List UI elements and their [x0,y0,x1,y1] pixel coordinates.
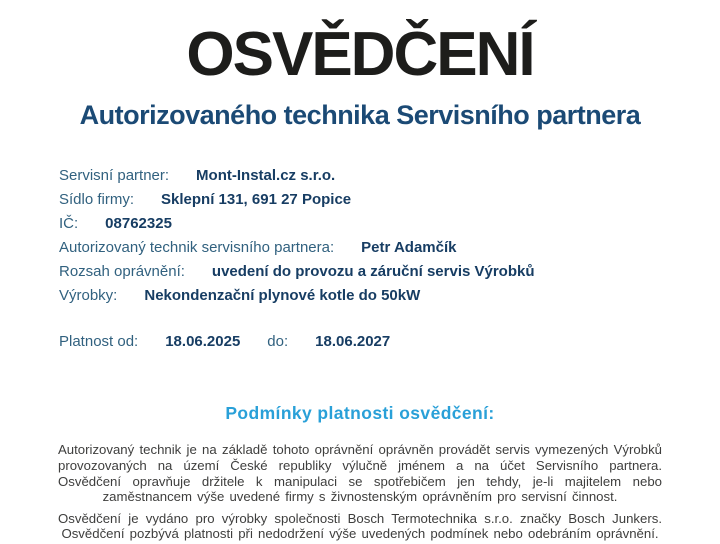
field-row-rozsah-opravneni [59,260,720,284]
conditions-heading: Podmínky platnosti osvědčení: [225,403,495,424]
field-row-vyrobky [59,284,720,308]
validity-row [0,330,720,354]
field-label: IČ: [59,215,79,233]
certificate-subtitle: Autorizovaného technika Servisního partnera [79,100,641,131]
certificate-fields [0,164,720,308]
field-row-ic [59,212,720,236]
field-row-autorizovany-technik [59,236,720,260]
field-label: Rozsah oprávnění: [59,263,185,281]
field-value: uvedení do provozu a záruční servis Výrobků [211,263,535,281]
conditions-paragraph-1: Autorizovaný technik je na základě tohoto oprávnění oprávněn provádět servis vymezených Výrobků provozovaných na území České republiky výlučně jménem a na účet Servisního partnera. Osvědčení opravňuje držitele k manipulaci se spotřebičem jen tehdy, je-li majitelem nebo zaměstnancem výše uvedené firmy s živnostenským oprávněním pro servisní činnost. [58,442,662,505]
validity-from-label: Platnost od: [59,333,139,351]
field-value: Petr Adamčík [361,239,457,257]
field-row-servisni-partner [59,164,720,188]
field-label: Servisní partner: [59,167,170,185]
certificate-title: OSVĚDČENÍ [186,20,534,89]
field-label: Autorizovaný technik servisního partnera: [59,239,335,257]
validity-to-label: do: [267,333,289,351]
field-value: Sklepní 131, 691 27 Popice [161,191,352,209]
conditions-paragraph-2: Osvědčení je vydáno pro výrobky společnosti Bosch Termotechnika s.r.o. značky Bosch Junkers. Osvědčení pozbývá platnosti při nedodržení výše uvedených podmínek nebo odebráním oprávnění. [58,510,662,542]
field-label: Sídlo firmy: [59,191,135,209]
field-value: Mont-Instal.cz s.r.o. [196,167,336,185]
validity-to-value: 18.06.2027 [315,333,391,351]
field-row-sidlo-firmy [59,188,720,212]
validity-from-value: 18.06.2025 [165,333,241,351]
field-value: Nekondenzační plynové kotle do 50kW [144,287,421,305]
field-label: Výrobky: [59,287,118,305]
field-value: 08762325 [105,215,172,233]
